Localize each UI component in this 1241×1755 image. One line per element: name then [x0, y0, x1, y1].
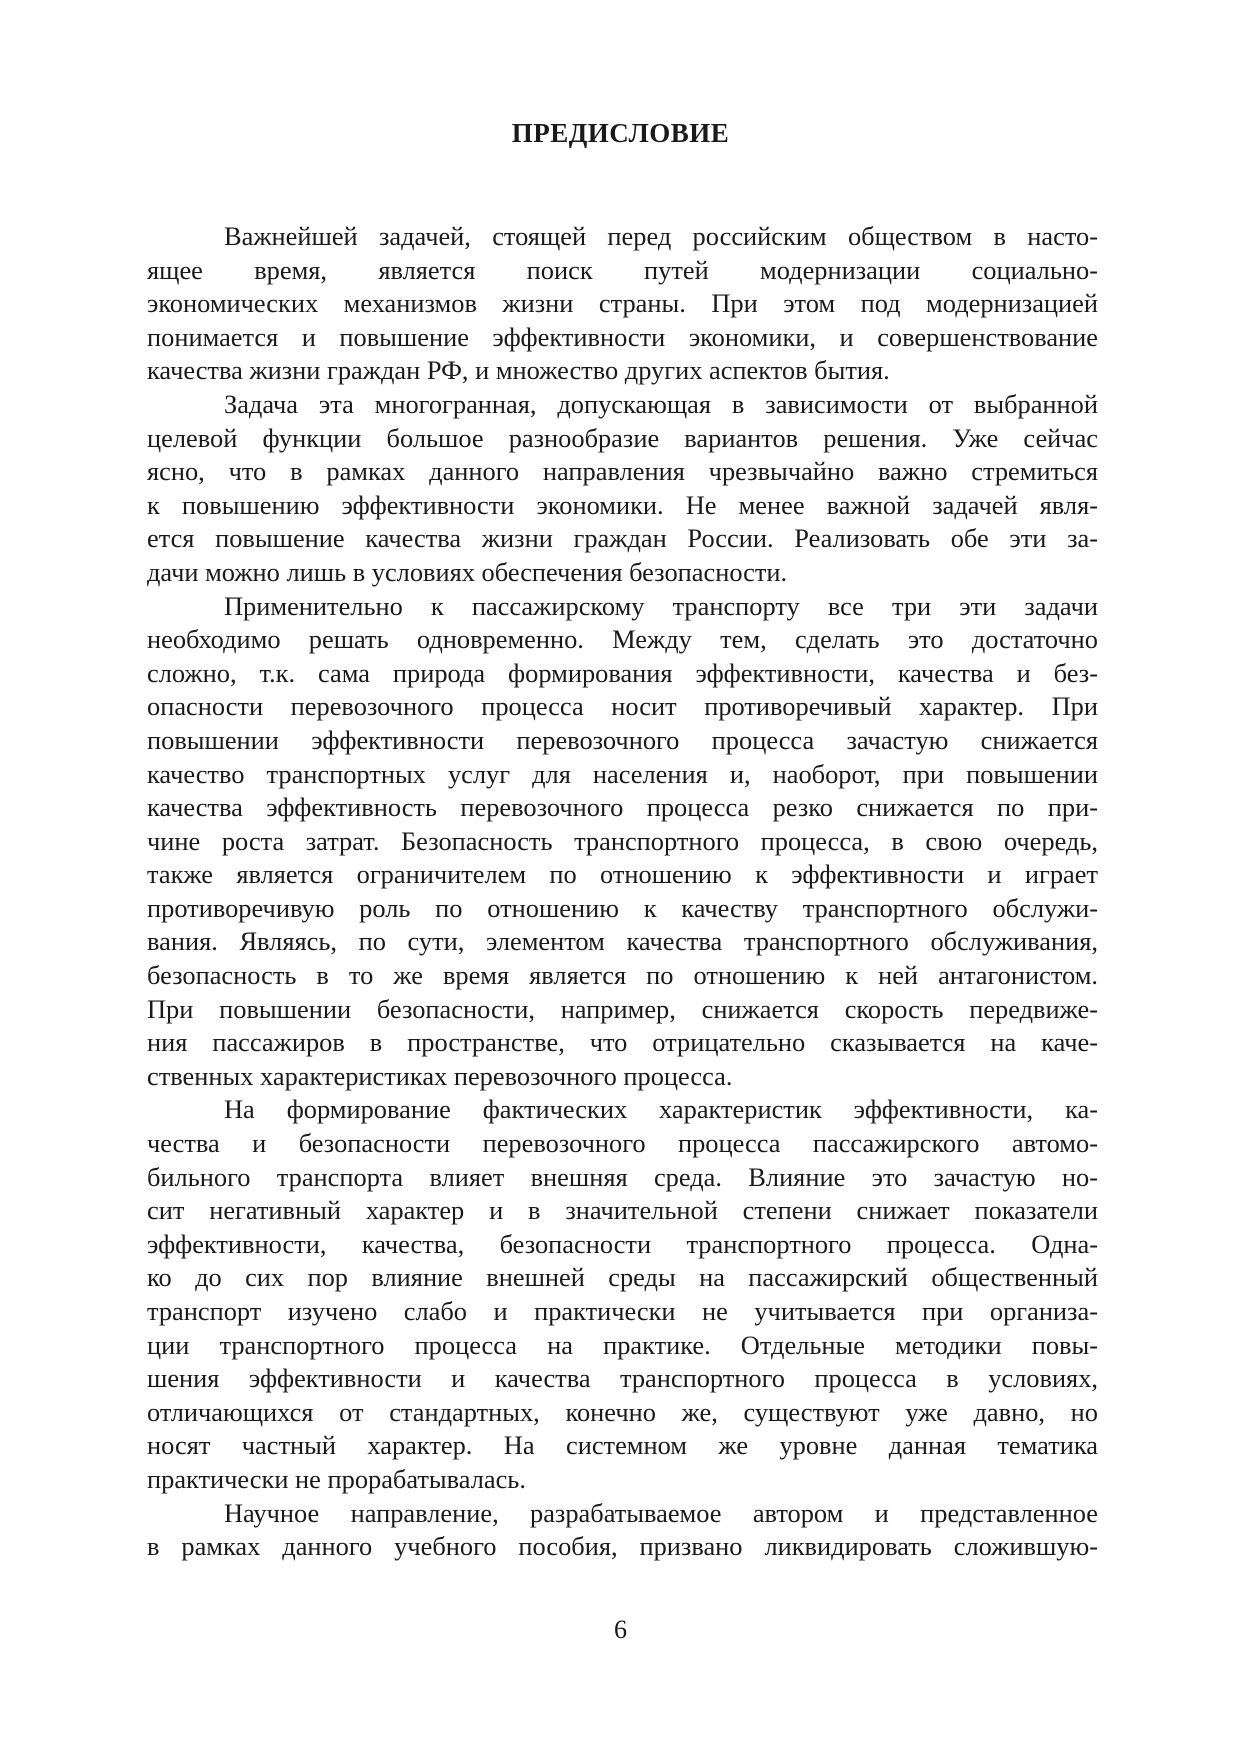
text-line: практически не прорабатывалась.: [147, 1463, 526, 1494]
text-line: отличающихся от стандартных, конечно же, существуют уже давно, но: [147, 1396, 1098, 1427]
text-line: ции транспортного процесса на практике. Отдельные методики повы-: [147, 1329, 1098, 1360]
text-line: экономических механизмов жизни страны. При этом под модернизацией: [147, 288, 1098, 319]
text-line: Задача эта многогранная, допускающая в зависимости от выбранной: [224, 388, 1098, 419]
text-line: повышении эффективности перевозочного процесса зачастую снижается: [147, 724, 1098, 755]
text-line: также является ограничителем по отношению к эффективности и играет: [147, 859, 1098, 890]
text-line: носят частный характер. На системном же уровне данная тематика: [147, 1430, 1098, 1461]
paragraph: [147, 1497, 1098, 1564]
page-title: ПРЕДИСЛОВИЕ: [511, 118, 730, 148]
body-text: [147, 220, 1098, 1564]
text-line: ясно, что в рамках данного направления чрезвычайно важно стремиться: [147, 456, 1098, 487]
text-line: опасности перевозочного процесса носит противоречивый характер. При: [147, 691, 1098, 722]
text-line: целевой функции большое разнообразие вариантов решения. Уже сейчас: [147, 422, 1098, 453]
text-line: Научное направление, разрабатываемое автором и представленное: [224, 1497, 1098, 1528]
text-line: качества жизни граждан РФ, и множество других аспектов бытия.: [147, 355, 890, 386]
paragraph: [147, 388, 1098, 590]
text-line: чине роста затрат. Безопасность транспортного процесса, в свою очередь,: [147, 825, 1098, 856]
text-line: качество транспортных услуг для населения и, наоборот, при повышении: [147, 758, 1098, 789]
text-line: ственных характеристиках перевозочного процесса.: [147, 1060, 733, 1091]
text-line: чества и безопасности перевозочного процесса пассажирского автомо-: [147, 1128, 1098, 1159]
text-line: к повышению эффективности экономики. Не менее важной задачей явля-: [147, 489, 1098, 520]
text-line: бильного транспорта влияет внешняя среда. Влияние это зачастую но-: [147, 1161, 1098, 1192]
paragraph: [147, 220, 1098, 388]
text-line: понимается и повышение эффективности экономики, и совершенствование: [147, 321, 1098, 352]
text-line: Применительно к пассажирскому транспорту все три эти задачи: [224, 590, 1098, 621]
text-line: качества эффективность перевозочного процесса резко снижается по при-: [147, 792, 1098, 823]
text-line: необходимо решать одновременно. Между тем, сделать это достаточно: [147, 624, 1098, 655]
text-line: сложно, т.к. сама природа формирования эффективности, качества и без-: [147, 657, 1098, 688]
text-line: вания. Являясь, по сути, элементом качества транспортного обслуживания,: [147, 926, 1098, 957]
text-line: противоречивую роль по отношению к качеству транспортного обслужи-: [147, 892, 1098, 923]
text-line: шения эффективности и качества транспортного процесса в условиях,: [147, 1363, 1098, 1394]
text-line: При повышении безопасности, например, снижается скорость передвиже-: [147, 993, 1098, 1024]
text-line: сит негативный характер и в значительной степени снижает показатели: [147, 1195, 1098, 1226]
text-line: ко до сих пор влияние внешней среды на пассажирский общественный: [147, 1262, 1098, 1293]
text-line: безопасность в то же время является по отношению к ней антагонистом.: [147, 960, 1098, 991]
text-line: ящее время, является поиск путей модернизации социально-: [147, 254, 1098, 285]
paragraph: [147, 1093, 1098, 1496]
text-line: ется повышение качества жизни граждан России. Реализовать обе эти за-: [147, 523, 1098, 554]
text-line: На формирование фактических характеристик эффективности, ка-: [224, 1094, 1098, 1125]
text-line: транспорт изучено слабо и практически не учитывается при организа-: [147, 1296, 1098, 1326]
text-line: в рамках данного учебного пособия, призвано ликвидировать сложившую-: [147, 1531, 1098, 1562]
page-number: 6: [614, 1615, 627, 1644]
text-line: Важнейшей задачей, стоящей перед российским обществом в насто-: [224, 221, 1098, 251]
text-line: ния пассажиров в пространстве, что отрицательно сказывается на каче-: [147, 1027, 1098, 1058]
text-line: дачи можно лишь в условиях обеспечения безопасности.: [147, 556, 788, 587]
text-line: эффективности, качества, безопасности транспортного процесса. Одна-: [147, 1228, 1098, 1259]
paragraph: [147, 590, 1098, 1094]
